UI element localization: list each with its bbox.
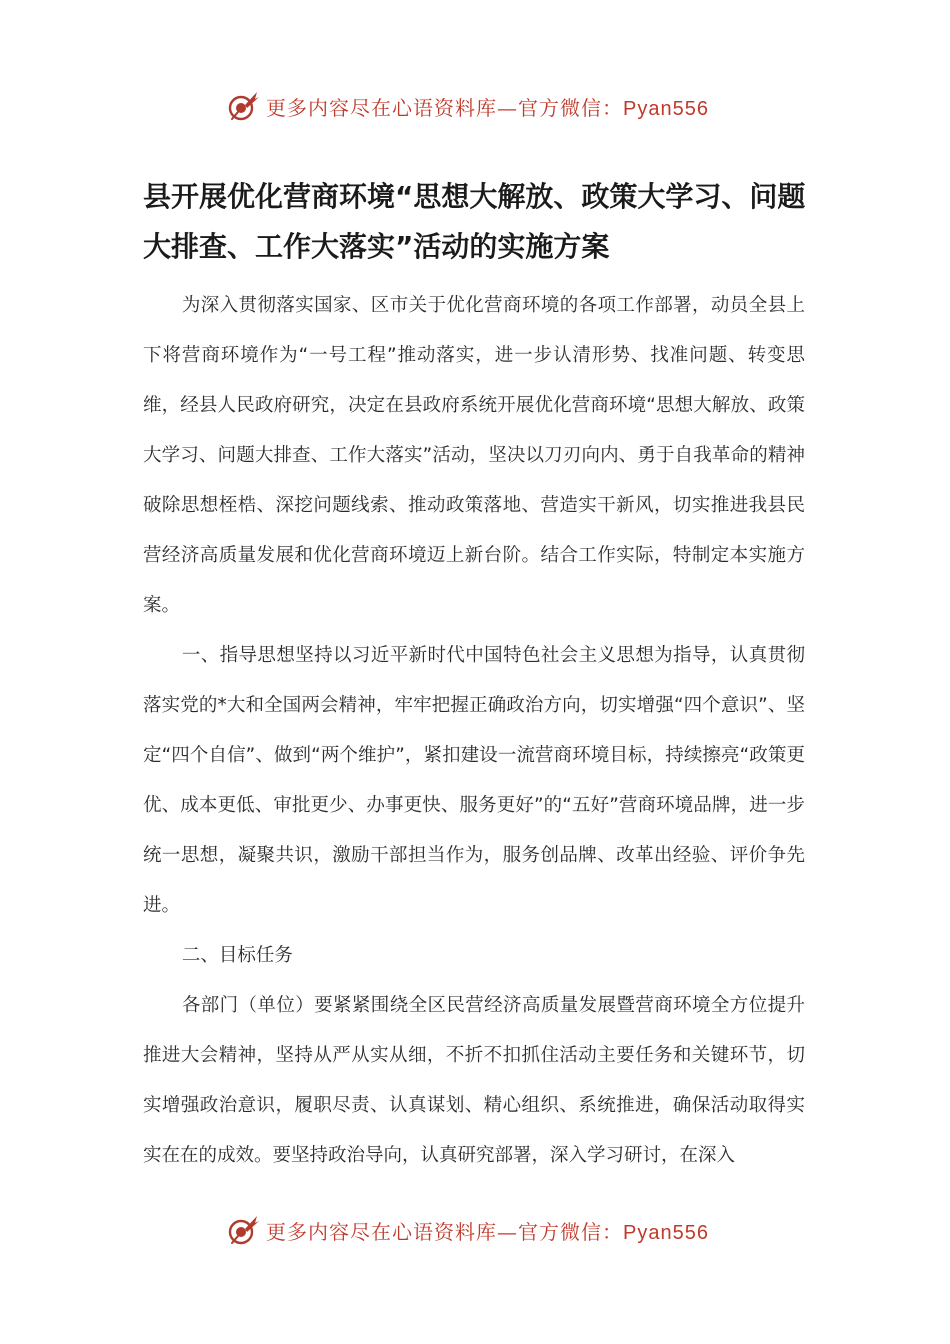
banner-text	[266, 92, 709, 121]
quill-pen-logo-icon	[226, 89, 260, 123]
paragraph-goals: 各部门（单位）要紧紧围绕全区民营经济高质量发展暨营商环境全方位提升推进大会精神，坚持从严从实从细，不折不扣抓住活动主要任务和关键环节，切实增强政治意识，履职尽责、认真谋划、精心组织、系统推进，确保活动取得实实在在的成效。要坚持政治导向，认真研究部署，深入学习研讨，在深入	[143, 995, 805, 1166]
footer-banner	[226, 1210, 746, 1250]
paragraph-intro: 为深入贯彻落实国家、区市关于优化营商环境的各项工作部署，动员全县上下将营商环境作为“一号工程”推动落实，进一步认清形势、找准问题、转变思维，经县人民政府研究，决定在县政府系统开展优化营商环境“思想大解放、政策大学习、问题大排查、工作大落实”活动，坚决以刀刃向内、勇于自我革命的精神破除思想桎梏、深挖问题线索、推动政策落地、营造实干新风，切实推进我县民营经济高质量发展和优化营商环境迈上新台阶。结合工作实际，特制定本实施方案。	[143, 295, 805, 616]
banner-wechat-id: Pyan556	[623, 1221, 709, 1244]
banner-wechat-id: Pyan556	[623, 97, 709, 120]
document-title: 县开展优化营商环境“思想大解放、政策大学习、问题大排查、工作大落实”活动的实施方案	[143, 180, 806, 263]
banner-slogan: 更多内容尽在心语资料库—官方微信：	[266, 95, 623, 120]
banner-text	[266, 1216, 709, 1245]
banner-slogan: 更多内容尽在心语资料库—官方微信：	[266, 1219, 623, 1244]
header-banner	[226, 86, 746, 126]
document-body	[143, 281, 805, 1181]
paragraph-guiding-thought: 一、指导思想坚持以习近平新时代中国特色社会主义思想为指导，认真贯彻落实党的*大和全国两会精神，牢牢把握正确政治方向，切实增强“四个意识”、坚定“四个自信”、做到“两个维护”，紧扣建设一流营商环境目标，持续擦亮“政策更优、成本更低、审批更少、办事更快、服务更好”的“五好”营商环境品牌，进一步统一思想，凝聚共识，激励干部担当作为，服务创品牌、改革出经验、评价争先进。	[143, 645, 805, 916]
section-heading-goals: 二、目标任务	[181, 945, 293, 966]
quill-pen-logo-icon	[226, 1213, 260, 1247]
